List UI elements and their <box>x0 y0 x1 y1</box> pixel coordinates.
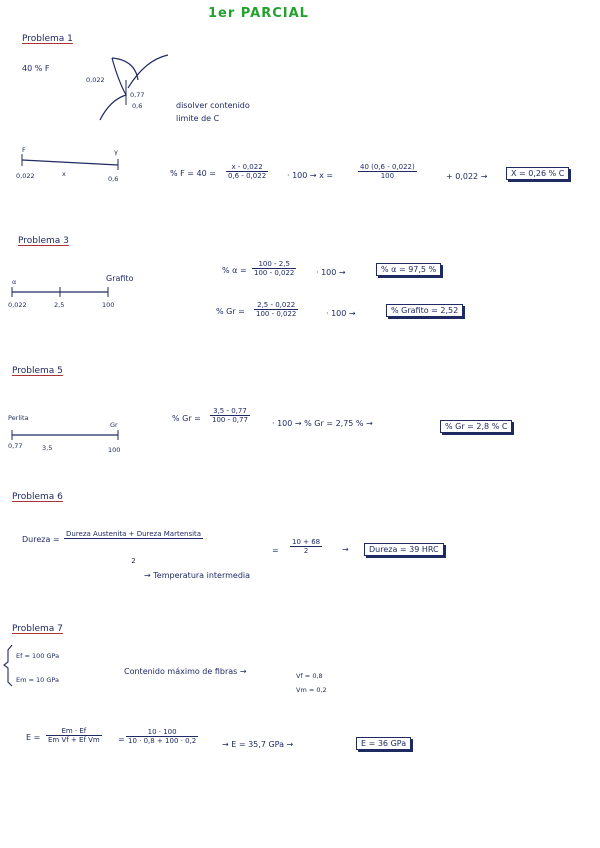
p1-label-06: 0,6 <box>132 102 143 110</box>
p6-frac2-num: 10 + 68 <box>292 538 321 546</box>
p1-answer-box: X = 0,26 % C <box>506 167 569 180</box>
p6-note: → Temperatura intermedia <box>144 571 251 580</box>
p3-fraction-2 <box>254 301 298 318</box>
p7-brace <box>4 645 12 686</box>
p7-content: Contenido máximo de fibras → <box>124 667 247 676</box>
p1-eq-lhs: % F = 40 = <box>170 169 216 178</box>
p5-fraction <box>210 407 250 424</box>
p1-frac1-den: 0,6 - 0,022 <box>228 172 267 180</box>
p3-eq2-lhs: % Gr = <box>216 307 245 316</box>
p5-axis-right-phase: Gr <box>110 421 118 429</box>
p6-fraction-2 <box>290 538 322 555</box>
p1-frac2-den: 100 <box>380 172 395 180</box>
p5-axis-left-phase: Perlita <box>8 414 29 422</box>
p7-fraction-1 <box>46 727 102 744</box>
p7-eq-mid: = <box>118 735 125 744</box>
p7-vm: Vm = 0,2 <box>296 686 327 694</box>
p5-answer-box: % Gr = 2,8 % C <box>440 420 512 433</box>
p7-frac1-den: Em Vf + Ef Vm <box>48 736 100 744</box>
p3-axis-right-val: 100 <box>102 301 115 309</box>
p3-answer-2-box: % Grafito = 2,52 <box>386 304 463 317</box>
p5-frac-den: 100 - 0,77 <box>212 416 248 424</box>
p7-eq-tail: → E = 35,7 GPa → <box>222 740 294 749</box>
p7-fraction-2 <box>126 728 198 745</box>
p7-frac1-num: Em · Ef <box>46 727 102 736</box>
page-title: 1er PARCIAL <box>208 6 309 21</box>
p3-frac1-den: 100 - 0,022 <box>254 269 295 277</box>
p3-eq1-mid: · 100 → <box>316 268 346 277</box>
problem-3-heading: Problema 3 <box>18 236 69 246</box>
p1-eq-tail: + 0,022 → <box>446 172 488 181</box>
p6-frac-num: Dureza Austenita + Dureza Martensita <box>66 530 202 538</box>
p1-eq-mid: · 100 → x = <box>287 171 334 180</box>
problem-5-heading: Problema 5 <box>12 366 63 376</box>
p1-axis-right-val: 0,6 <box>108 175 119 183</box>
p5-eq-mid: · 100 → % Gr = 2,75 % → <box>272 419 373 428</box>
p6-arrow: → <box>342 545 349 554</box>
p7-vf: Vf = 0,8 <box>296 672 323 680</box>
p7-answer-box: E = 36 GPa <box>356 737 411 750</box>
p6-equals: = <box>272 546 279 555</box>
p3-axis-left-phase: α <box>12 278 17 286</box>
p5-axis-mid-val: 3,5 <box>42 444 53 452</box>
phase-curve-top <box>128 55 168 88</box>
p7-given-ef: Ef = 100 GPa <box>16 652 60 660</box>
p6-answer-box: Dureza = 39 HRC <box>364 543 444 556</box>
problem-1-heading: Problema 1 <box>22 34 73 44</box>
p3-frac1-num: 100 - 2,5 <box>252 260 296 269</box>
p6-fraction <box>64 530 203 565</box>
p3-axis-mid-val: 2,5 <box>54 301 65 309</box>
p5-axis-left-val: 0,77 <box>8 442 23 450</box>
p1-fraction-1 <box>226 163 268 180</box>
p1-given: 40 % F <box>22 64 50 73</box>
p1-axis-line <box>22 160 118 165</box>
p1-axis-mid-val: x <box>62 170 66 178</box>
p1-fraction-2 <box>358 163 417 180</box>
problem-7-heading: Problema 7 <box>12 624 63 634</box>
p5-axis-right-val: 100 <box>108 446 121 454</box>
p3-frac2-den: 100 - 0,022 <box>256 310 297 318</box>
p3-eq1-lhs: % α = <box>222 266 247 275</box>
p3-axis-left-val: 0,022 <box>8 301 27 309</box>
p3-answer-1-box: % α = 97,5 % <box>376 263 441 276</box>
p3-eq2-mid: · 100 → <box>326 309 356 318</box>
p7-frac2-num: 10 · 100 <box>126 728 198 737</box>
p6-frac-den: 2 <box>131 557 136 565</box>
p3-frac2-num: 2,5 - 0,022 <box>254 301 298 310</box>
p7-given-em: Em = 10 GPa <box>16 676 60 684</box>
p1-frac2-num: 40 (0,6 - 0,022) <box>360 163 415 171</box>
p3-axis-right-phase: Grafito <box>106 274 134 283</box>
p5-frac-num: 3,5 - 0,77 <box>210 407 250 416</box>
p1-note-2: limite de C <box>176 114 220 123</box>
p1-axis-left-phase: F <box>22 146 26 154</box>
p1-axis-right-phase: γ <box>114 148 118 156</box>
phase-curve-left <box>100 58 126 120</box>
phase-curve-right <box>112 58 138 80</box>
p1-frac1-num: x - 0,022 <box>226 163 268 172</box>
p3-fraction-1 <box>252 260 296 277</box>
p7-frac2-den: 10 · 0,8 + 100 · 0,2 <box>128 737 197 745</box>
p1-label-077: 0,77 <box>130 91 145 99</box>
p6-lhs: Dureza = <box>22 535 60 544</box>
p5-eq-lhs: % Gr = <box>172 414 201 423</box>
p1-label-0022: 0,022 <box>86 76 105 84</box>
problem-6-heading: Problema 6 <box>12 492 63 502</box>
p6-frac2-den: 2 <box>303 547 309 555</box>
p1-axis-left-val: 0,022 <box>16 172 35 180</box>
p7-eq-lhs: E = <box>26 733 41 742</box>
p1-note-1: disolver contenido <box>176 101 250 110</box>
